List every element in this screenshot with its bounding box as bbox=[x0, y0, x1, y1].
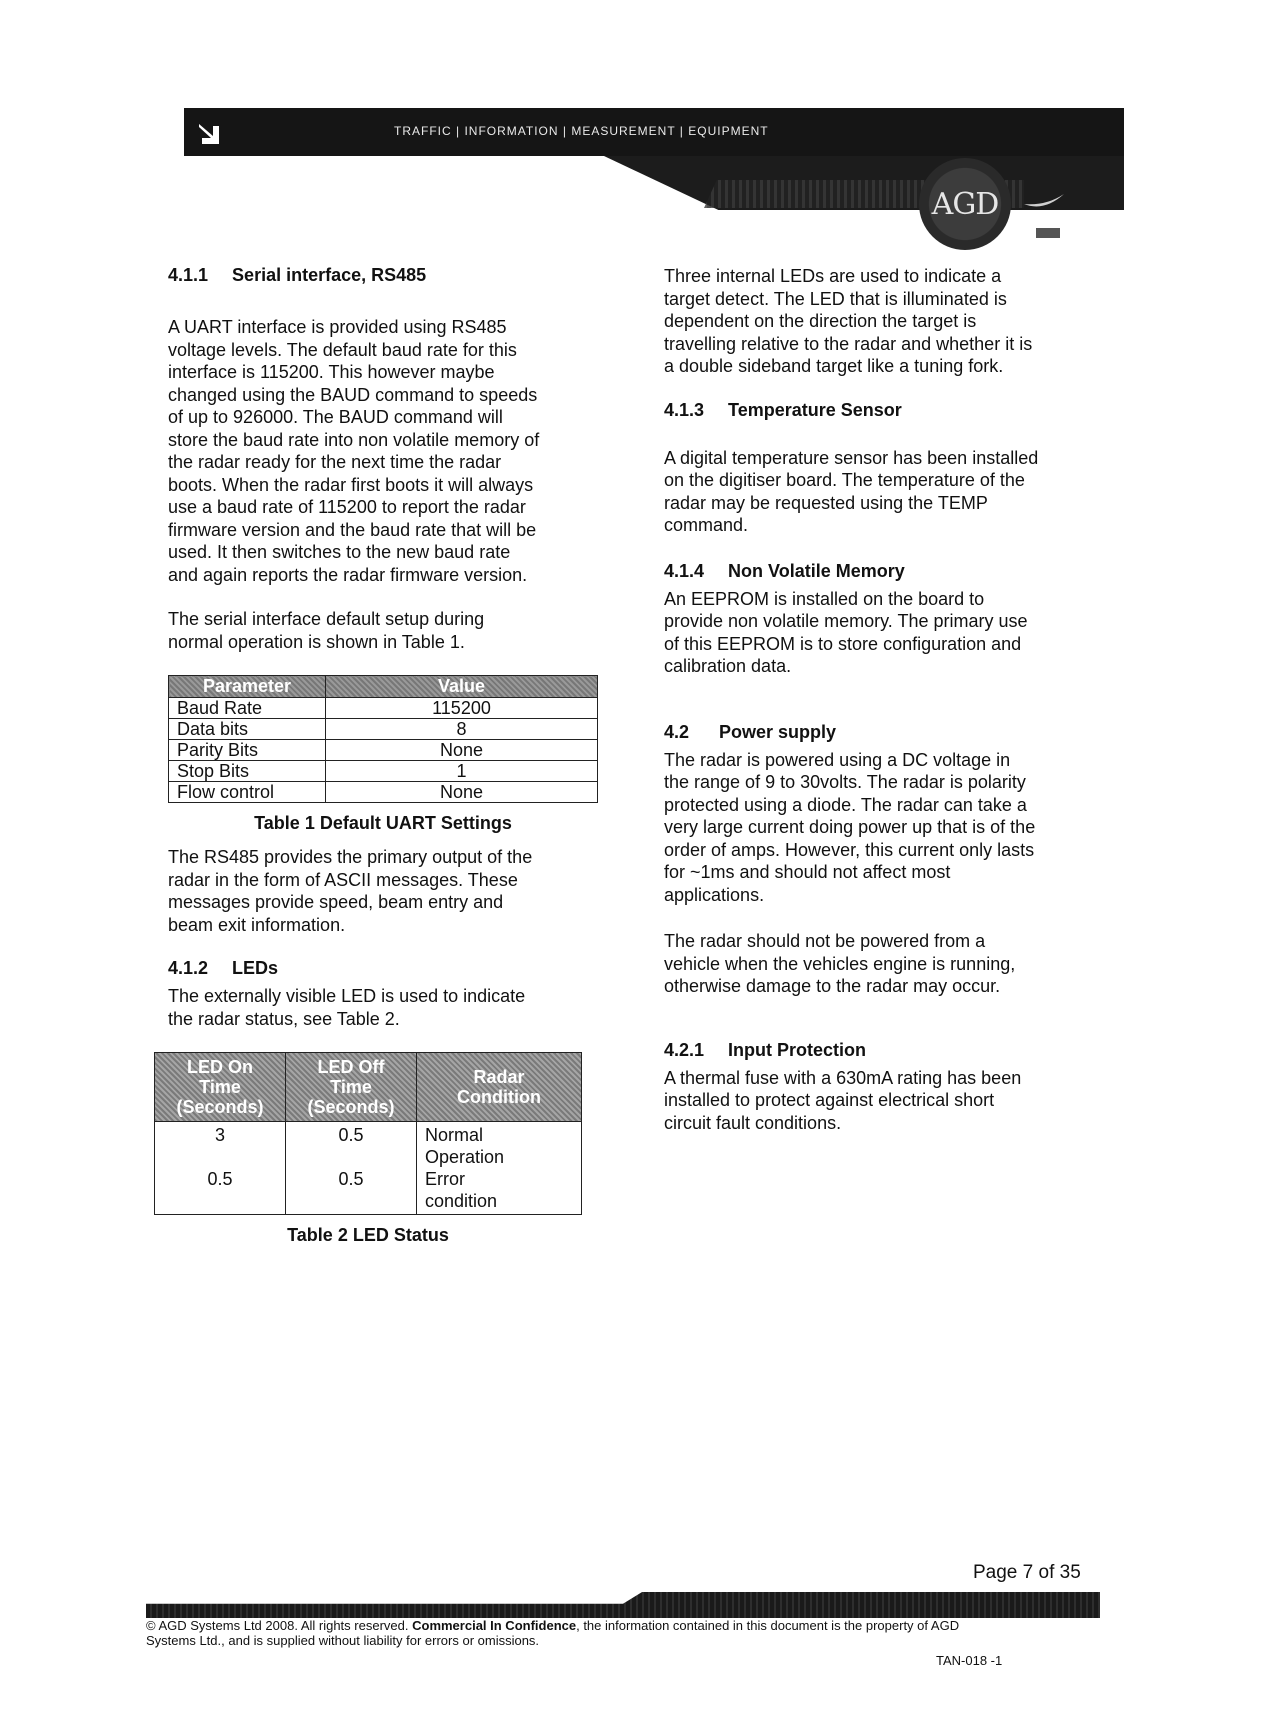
table-cell: Stop Bits bbox=[169, 761, 326, 782]
agd-logo-badge bbox=[919, 158, 1011, 250]
rs485-output-paragraph: The RS485 provides the primary output of the radar in the form of ASCII messages. These messages provide speed, beam entry and beam exit information. bbox=[168, 847, 533, 935]
uart-settings-table bbox=[168, 675, 598, 803]
logo-tag bbox=[1036, 228, 1060, 238]
table-cell: 1 bbox=[326, 761, 598, 782]
section-number: 4.2.1 bbox=[664, 1039, 705, 1060]
section-4-2-heading bbox=[664, 722, 1144, 743]
table-cell: 8 bbox=[326, 719, 598, 740]
table-cell: None bbox=[326, 782, 598, 803]
section-4-1-4-heading bbox=[664, 561, 1144, 582]
section-number: 4.1.4 bbox=[664, 560, 705, 581]
section-title: Power supply bbox=[719, 721, 837, 742]
table-header-row bbox=[155, 1053, 582, 1122]
table-header-row bbox=[169, 676, 598, 698]
table-row bbox=[169, 719, 598, 740]
section-title: Temperature Sensor bbox=[728, 399, 902, 420]
table-cell: Flow control bbox=[169, 782, 326, 803]
table-cell: Baud Rate bbox=[169, 698, 326, 719]
table-row bbox=[169, 761, 598, 782]
section-number: 4.2 bbox=[664, 721, 690, 742]
section-number: 4.1.3 bbox=[664, 399, 705, 420]
section-title: Input Protection bbox=[728, 1039, 867, 1060]
column-header: LED Off Time (Seconds) bbox=[286, 1053, 417, 1122]
section-title: Non Volatile Memory bbox=[728, 560, 905, 581]
table-2-caption: Table 2 LED Status bbox=[287, 1225, 449, 1245]
column-header: LED On Time (Seconds) bbox=[155, 1053, 286, 1122]
table-row bbox=[155, 1214, 582, 1215]
right-column bbox=[664, 265, 1144, 1134]
uart-paragraph: A UART interface is provided using RS485 voltage levels. The default baud rate for this interface is 115200. This however maybe changed using the BAUD command to speeds of up to 926000. The BAUD command will store the baud rate into non volatile memory of the radar ready for the next time the radar boots. When the radar first boots it will always use a baud rate of 115200 to report the radar firmware version and the baud rate that will be used. It then switches to the new baud rate and again reports the radar firmware version. bbox=[168, 317, 540, 585]
header-tagline: TRAFFIC | INFORMATION | MEASUREMENT | EQUIPMENT bbox=[394, 124, 769, 138]
table-row bbox=[169, 782, 598, 803]
table-row bbox=[169, 698, 598, 719]
table-cell: 0.5 0.5 bbox=[286, 1122, 417, 1215]
led-paragraph: The externally visible LED is used to indicate the radar status, see Table 2. bbox=[168, 986, 526, 1029]
left-column bbox=[168, 265, 628, 1246]
document-reference: TAN-018 -1 bbox=[936, 1653, 1003, 1668]
section-4-1-2-heading bbox=[168, 958, 628, 979]
section-4-2-1-heading bbox=[664, 1040, 1144, 1061]
table-cell: Parity Bits bbox=[169, 740, 326, 761]
page-number: Page 7 of 35 bbox=[973, 1562, 1081, 1583]
table-cell: Normal Operation Error condition bbox=[417, 1122, 582, 1215]
serial-setup-paragraph: The serial interface default setup during normal operation is shown in Table 1. bbox=[168, 609, 485, 652]
input-protection-paragraph: A thermal fuse with a 630mA rating has been installed to protect against electrical short circuit fault conditions. bbox=[664, 1067, 1022, 1133]
section-4-1-3-heading bbox=[664, 400, 1144, 421]
footer-band bbox=[146, 1592, 1100, 1618]
table-cell: 3 0.5 bbox=[155, 1122, 286, 1215]
table-row bbox=[169, 740, 598, 761]
company-logo-icon bbox=[194, 116, 228, 150]
column-header: Parameter bbox=[169, 676, 326, 698]
logo-swoosh-icon bbox=[1022, 190, 1066, 210]
internal-leds-paragraph: Three internal LEDs are used to indicate a target detect. The LED that is illuminated is dependent on the direction the target is travelling relative to the radar and whether it is a double sideband target like a tuning fork. bbox=[664, 266, 1033, 376]
column-header: Value bbox=[326, 676, 598, 698]
table-1-caption: Table 1 Default UART Settings bbox=[254, 813, 512, 833]
section-number: 4.1.2 bbox=[168, 958, 209, 978]
power-supply-paragraph: The radar is powered using a DC voltage in the range of 9 to 30volts. The radar is polarity protected using a diode. The radar can take a very large current doing power up that is of the order of amps. However, this current only lasts for ~1ms and should not affect most applications. bbox=[664, 749, 1036, 905]
eeprom-paragraph: An EEPROM is installed on the board to provide non volatile memory. The primary use of this EEPROM is to store configuration and calibration data. bbox=[664, 588, 1028, 676]
section-number: 4.1.1 bbox=[168, 265, 209, 285]
table-cell: Data bits bbox=[169, 719, 326, 740]
section-title: LEDs bbox=[232, 958, 279, 978]
temperature-paragraph: A digital temperature sensor has been installed on the digitiser board. The temperature of the radar may be requested using the TEMP command. bbox=[664, 447, 1039, 535]
column-header: Radar Condition bbox=[417, 1053, 582, 1122]
table-cell: None bbox=[326, 740, 598, 761]
agd-logo-text: AGD bbox=[931, 186, 999, 222]
section-title: Serial interface, RS485 bbox=[232, 265, 427, 285]
table-row bbox=[155, 1122, 582, 1215]
table-cell: 115200 bbox=[326, 698, 598, 719]
power-warning-paragraph: The radar should not be powered from a vehicle when the vehicles engine is running, otherwise damage to the radar may occur. bbox=[664, 931, 1016, 996]
led-status-table bbox=[154, 1052, 582, 1215]
section-4-1-1-heading bbox=[168, 265, 628, 286]
page-header bbox=[184, 80, 1124, 230]
copyright-notice: © AGD Systems Ltd 2008. All rights reserved. Commercial In Confidence, the information contained in this document is the property of AGD Systems Ltd., and is supplied without liability for errors or omissions. bbox=[146, 1618, 960, 1648]
